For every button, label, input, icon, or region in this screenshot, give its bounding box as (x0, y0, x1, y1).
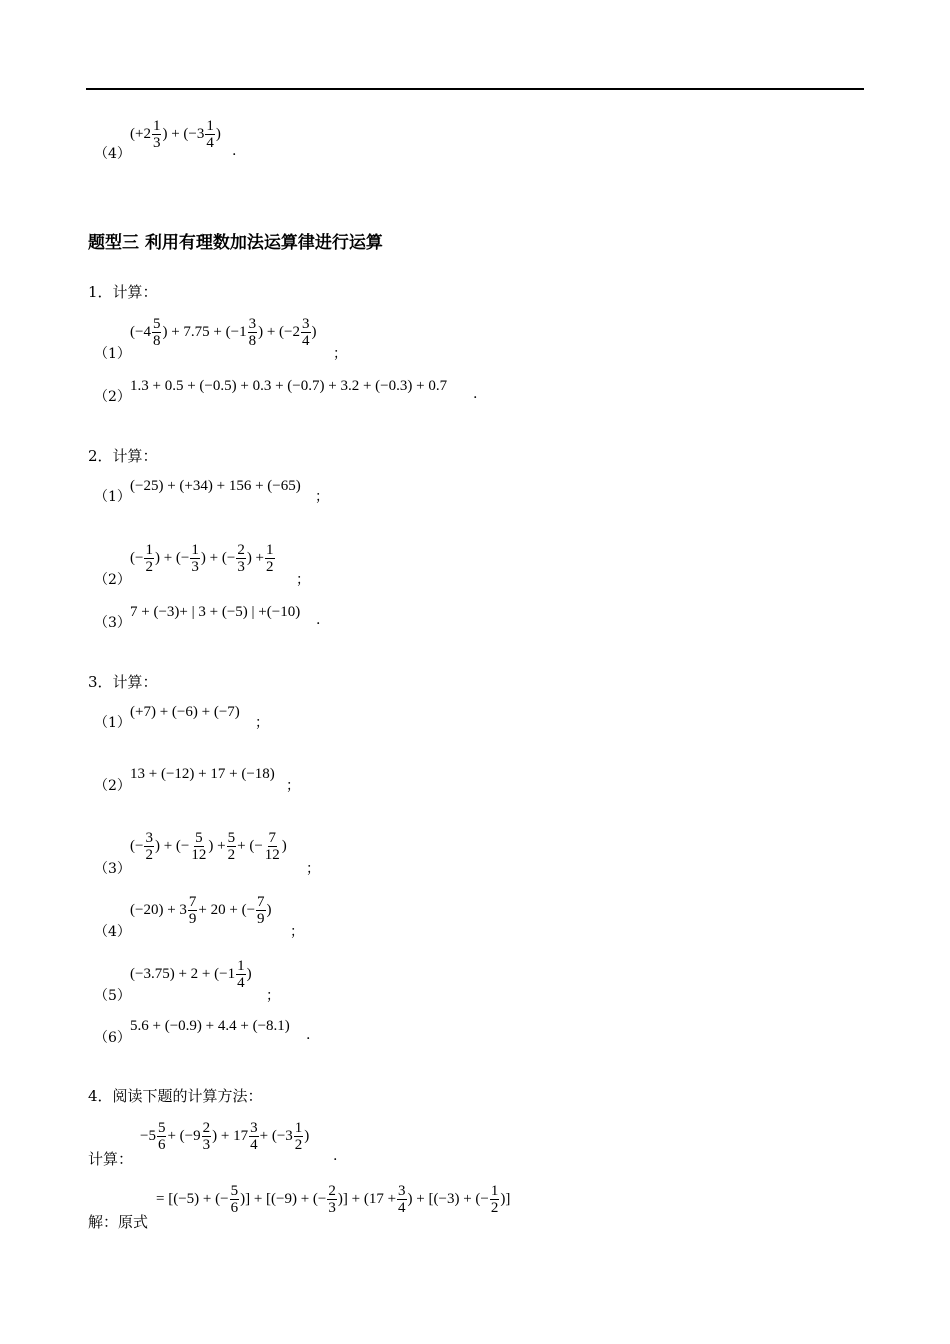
numerator: 1 (237, 958, 245, 974)
numerator: 2 (202, 1120, 211, 1136)
item-label: （2） (94, 778, 131, 794)
denominator: 6 (157, 1137, 166, 1153)
numerator: 5 (152, 316, 161, 332)
math-term: ) + (208, 838, 226, 854)
punctuation: ； (290, 924, 304, 940)
question-title: 3．计算： (88, 673, 158, 691)
question-title: 1．计算： (88, 283, 158, 301)
calc-label: 计算： (88, 1150, 134, 1168)
item-label: （1） (94, 489, 131, 505)
denominator: 3 (152, 135, 161, 151)
math-term: = [(−5) + (− (156, 1191, 229, 1207)
denominator: 4 (206, 135, 214, 151)
fraction (144, 830, 154, 863)
header-rule (86, 88, 864, 90)
math-term: ) (266, 902, 272, 918)
item-label: （2） (94, 572, 131, 588)
section-heading: 题型三 利用有理数加法运算律进行运算 (88, 233, 383, 253)
numerator: 1 (490, 1183, 499, 1199)
denominator: 6 (230, 1200, 239, 1216)
math-expression: 13 + (−12) + 17 + (−18) (130, 766, 275, 782)
math-term: + 20 + (− (198, 902, 256, 918)
fraction (157, 1120, 167, 1153)
denominator: 3 (328, 1200, 336, 1216)
math-term: (−4 (130, 324, 151, 340)
fraction (264, 830, 281, 863)
math-term: )] (500, 1191, 511, 1207)
punctuation: ； (296, 572, 310, 588)
math-term: ) (215, 126, 221, 142)
punctuation: . (473, 386, 478, 402)
denominator: 2 (145, 847, 153, 863)
math-term: −5 (140, 1128, 156, 1144)
math-expression (130, 316, 317, 349)
punctuation: ； (286, 778, 300, 794)
fraction (205, 118, 215, 151)
math-term: + (−9 (167, 1128, 201, 1144)
math-term: + (−3 (259, 1128, 293, 1144)
math-expression: (−25) + (+34) + 156 + (−65) (130, 478, 301, 494)
fraction (144, 542, 154, 575)
fraction (152, 118, 162, 151)
numerator: 5 (195, 830, 203, 846)
math-term: ) + 7.75 + (−1 (162, 324, 247, 340)
numerator: 5 (227, 830, 236, 846)
math-term: ) + [(−3) + (− (407, 1191, 489, 1207)
math-expression (130, 118, 221, 151)
fraction (190, 830, 207, 863)
fraction (248, 316, 258, 349)
fraction (202, 1120, 212, 1153)
math-term: ) + (− (154, 550, 190, 566)
math-expression (130, 958, 252, 991)
denominator: 8 (248, 333, 257, 349)
numerator: 1 (145, 542, 153, 558)
item-label: （3） (94, 615, 131, 631)
punctuation: . (316, 612, 321, 628)
denominator: 9 (188, 911, 197, 927)
fraction (327, 1183, 337, 1216)
item-label: （3） (94, 861, 131, 877)
math-term: ) + (246, 550, 265, 566)
math-term: ) + (−3 (162, 126, 205, 142)
punctuation: . (232, 143, 237, 159)
numerator: 1 (152, 118, 161, 134)
item-label: （2） (94, 389, 131, 405)
math-term: ) + (−2 (258, 324, 301, 340)
question-title: 2．计算： (88, 447, 158, 465)
item-label: （4） (94, 146, 131, 162)
numerator: 7 (268, 830, 277, 846)
punctuation: ； (315, 489, 329, 505)
numerator: 1 (266, 542, 274, 558)
denominator: 9 (257, 911, 265, 927)
numerator: 5 (157, 1120, 166, 1136)
fraction (190, 542, 200, 575)
punctuation: ； (255, 715, 269, 731)
math-expression (140, 1120, 309, 1153)
item-label: （1） (94, 715, 131, 731)
math-term: ) + (− (154, 838, 190, 854)
fraction (265, 542, 275, 575)
math-expression (156, 1183, 510, 1216)
numerator: 2 (237, 542, 245, 558)
denominator: 2 (145, 559, 153, 575)
numerator: 7 (257, 894, 265, 910)
item-label: （5） (94, 988, 131, 1004)
numerator: 5 (230, 1183, 239, 1199)
fraction (236, 542, 246, 575)
math-expression (130, 830, 287, 863)
numerator: 3 (250, 1120, 258, 1136)
question-title: 4．阅读下题的计算方法： (88, 1087, 263, 1105)
denominator: 2 (227, 847, 236, 863)
denominator: 12 (191, 847, 207, 863)
denominator: 3 (237, 559, 245, 575)
math-term: ) (304, 1128, 310, 1144)
numerator: 1 (191, 542, 199, 558)
fraction (188, 894, 198, 927)
denominator: 2 (266, 559, 274, 575)
denominator: 12 (264, 847, 280, 863)
numerator: 2 (328, 1183, 336, 1199)
math-term: + (− (237, 838, 263, 854)
math-expression (130, 542, 276, 575)
numerator: 1 (206, 118, 214, 134)
numerator: 3 (398, 1183, 406, 1199)
math-term: (−20) + 3 (130, 902, 187, 918)
math-term: )] + (17 + (337, 1191, 397, 1207)
denominator: 8 (152, 333, 161, 349)
denominator: 4 (237, 975, 245, 991)
item-label: （1） (94, 346, 131, 362)
math-term: (− (130, 838, 144, 854)
punctuation: ； (306, 861, 320, 877)
math-expression: 7 + (−3)+ | 3 + (−5) | +(−10) (130, 604, 301, 620)
math-term: (+2 (130, 126, 151, 142)
denominator: 4 (398, 1200, 406, 1216)
item-label: （6） (94, 1030, 131, 1046)
math-term: (− (130, 550, 144, 566)
fraction (227, 830, 237, 863)
math-term: ) + (− (200, 550, 236, 566)
denominator: 3 (202, 1137, 211, 1153)
denominator: 2 (294, 1137, 303, 1153)
fraction (490, 1183, 500, 1216)
math-term: )] + [(−9) + (− (240, 1191, 327, 1207)
denominator: 4 (250, 1137, 258, 1153)
math-expression: 1.3 + 0.5 + (−0.5) + 0.3 + (−0.7) + 3.2 + (−0.3) + 0.7 (130, 378, 448, 394)
denominator: 4 (302, 333, 310, 349)
fraction (397, 1183, 407, 1216)
numerator: 3 (302, 316, 310, 332)
item-label: （4） (94, 924, 131, 940)
denominator: 3 (191, 559, 199, 575)
math-term: ) (281, 838, 287, 854)
fraction (152, 316, 162, 349)
punctuation: ； (266, 988, 280, 1004)
math-expression (130, 894, 272, 927)
numerator: 1 (294, 1120, 303, 1136)
math-term: (−3.75) + 2 + (−1 (130, 966, 236, 982)
solution-label: 解：原式 (88, 1213, 149, 1231)
numerator: 7 (188, 894, 197, 910)
punctuation: ； (333, 346, 347, 362)
fraction (249, 1120, 259, 1153)
fraction (301, 316, 311, 349)
punctuation: . (333, 1148, 338, 1164)
math-term: ) (311, 324, 317, 340)
math-term: ) + 17 (212, 1128, 249, 1144)
numerator: 3 (145, 830, 153, 846)
numerator: 3 (248, 316, 257, 332)
math-expression: (+7) + (−6) + (−7) (130, 704, 240, 720)
fraction (230, 1183, 240, 1216)
fraction (236, 958, 246, 991)
fraction (294, 1120, 304, 1153)
punctuation: . (306, 1027, 311, 1043)
denominator: 2 (490, 1200, 499, 1216)
math-term: ) (246, 966, 252, 982)
math-expression: 5.6 + (−0.9) + 4.4 + (−8.1) (130, 1018, 290, 1034)
fraction (256, 894, 266, 927)
